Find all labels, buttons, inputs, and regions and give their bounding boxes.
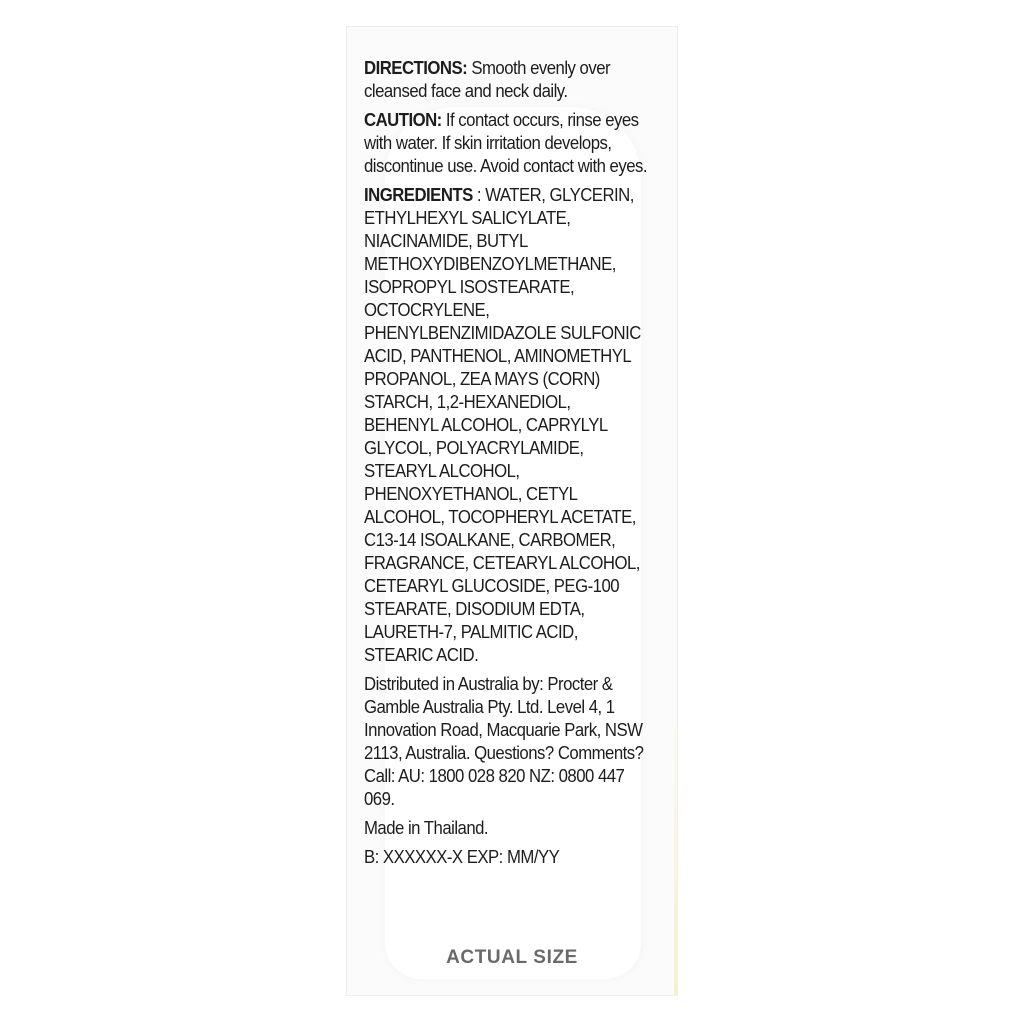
ingredients-paragraph (364, 184, 648, 667)
ingredients-text: : WATER, GLYCERIN, ETHYLHEXYL SALICYLATE, NIACINAMIDE, BUTYL METHOXYDIBENZOYLMETHANE, ISOPROPYL ISOSTEARATE, OCTOCRYLENE, PHENYLBENZIMIDAZOLE SULFONIC ACID, PANTHENOL, AMINOMETHYL PROPANOL, ZEA MAYS (CORN) STARCH, 1,2-HEXANEDIOL, BEHENYL ALCOHOL, CAPRYLYL GLYCOL, POLYACRYLAMIDE, STEARYL ALCOHOL, PHENOXYETHANOL, CETYL ALCOHOL, TOCOPHERYL ACETATE, C13-14 ISOALKANE, CARBOMER, FRAGRANCE, CETEARYL ALCOHOL, CETEARYL GLUCOSIDE, PEG-100 STEARATE, DISODIUM EDTA, LAURETH-7, PALMITIC ACID, STEARIC ACID. (364, 185, 641, 665)
caution-heading: CAUTION: (364, 110, 442, 130)
package-side-panel (346, 26, 678, 996)
directions-heading: DIRECTIONS: (364, 58, 468, 78)
directions-text: Smooth evenly over cleansed face and neck daily. (364, 58, 611, 101)
origin-paragraph: Made in Thailand. (364, 818, 489, 838)
caution-paragraph (364, 109, 648, 178)
label-text-block (364, 57, 648, 875)
ingredients-heading: INGREDIENTS (364, 185, 473, 205)
batch-expiry-code: B: XXXXXX-X EXP: MM/YY (364, 847, 560, 867)
distributor-paragraph: Distributed in Australia by: Procter & Gamble Australia Pty. Ltd. Level 4, 1 Innovation Road, Macquarie Park, NSW 2113, Australia. Questions? Comments? Call: AU: 1800 028 820 NZ: 0800 447 069. (364, 674, 644, 809)
directions-paragraph (364, 57, 648, 103)
actual-size-label: ACTUAL SIZE (446, 947, 578, 968)
caution-text: If contact occurs, rinse eyes with water. If skin irritation develops, discontinue use. Avoid contact with eyes. (364, 110, 648, 176)
